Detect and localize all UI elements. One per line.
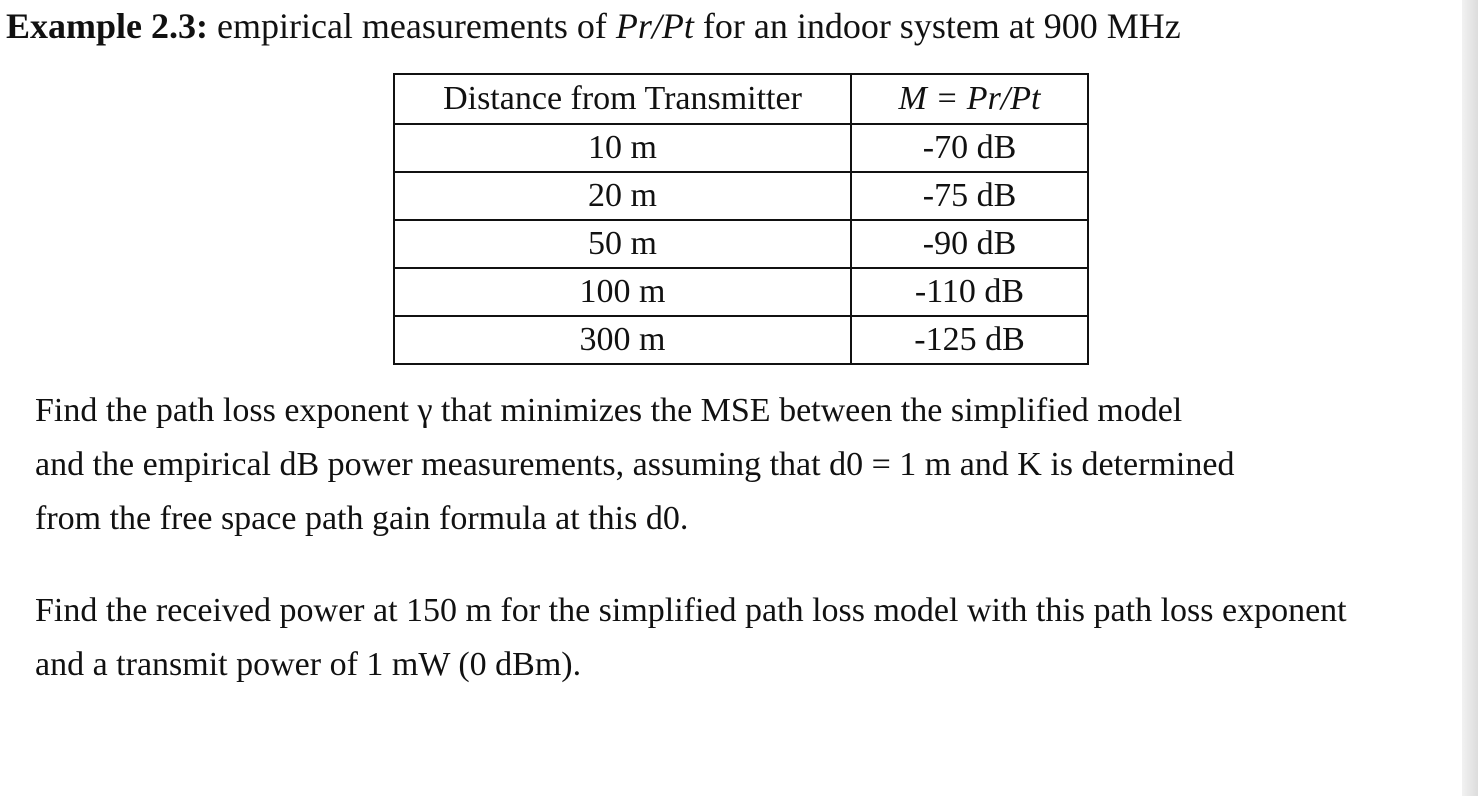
- cell-measurement: -70 dB: [851, 124, 1088, 172]
- example-title: [6, 4, 1181, 48]
- header-distance: Distance from Transmitter: [394, 74, 851, 124]
- table-header-row: [394, 74, 1088, 124]
- cell-distance: 20 m: [394, 172, 851, 220]
- question-1-paragraph: [35, 384, 1234, 546]
- cell-distance: 300 m: [394, 316, 851, 364]
- question-2-line: and a transmit power of 1 mW (0 dBm).: [35, 646, 582, 683]
- table-row: [394, 124, 1088, 172]
- measurements-table: [393, 73, 1089, 365]
- cell-distance: 10 m: [394, 124, 851, 172]
- example-label: Example 2.3:: [6, 6, 208, 46]
- question-2-line: Find the received power at 150 m for the simplified path loss model with this path loss exponent: [35, 592, 1347, 629]
- table-row: [394, 220, 1088, 268]
- title-text-after: for an indoor system at 900 MHz: [693, 6, 1181, 46]
- cell-distance: 50 m: [394, 220, 851, 268]
- table-row: [394, 316, 1088, 364]
- cell-measurement: -90 dB: [851, 220, 1088, 268]
- header-measurement: M = Pr/Pt: [851, 74, 1088, 124]
- cell-measurement: -125 dB: [851, 316, 1088, 364]
- question-2-paragraph: [35, 584, 1347, 692]
- title-math: Pr/Pt: [615, 6, 694, 46]
- cell-measurement: -75 dB: [851, 172, 1088, 220]
- table-row: [394, 172, 1088, 220]
- table-row: [394, 268, 1088, 316]
- question-1-line: from the free space path gain formula at this d0.: [35, 500, 689, 537]
- question-1-line: and the empirical dB power measurements, assuming that d0 = 1 m and K is determined: [35, 446, 1235, 483]
- question-1-line: Find the path loss exponent γ that minimizes the MSE between the simplified model: [35, 392, 1183, 429]
- title-text-before: empirical measurements of: [217, 6, 616, 46]
- cell-distance: 100 m: [394, 268, 851, 316]
- cell-measurement: -110 dB: [851, 268, 1088, 316]
- page-edge-scrollbar[interactable]: [1462, 0, 1478, 796]
- measurements-table-container: [393, 73, 1089, 365]
